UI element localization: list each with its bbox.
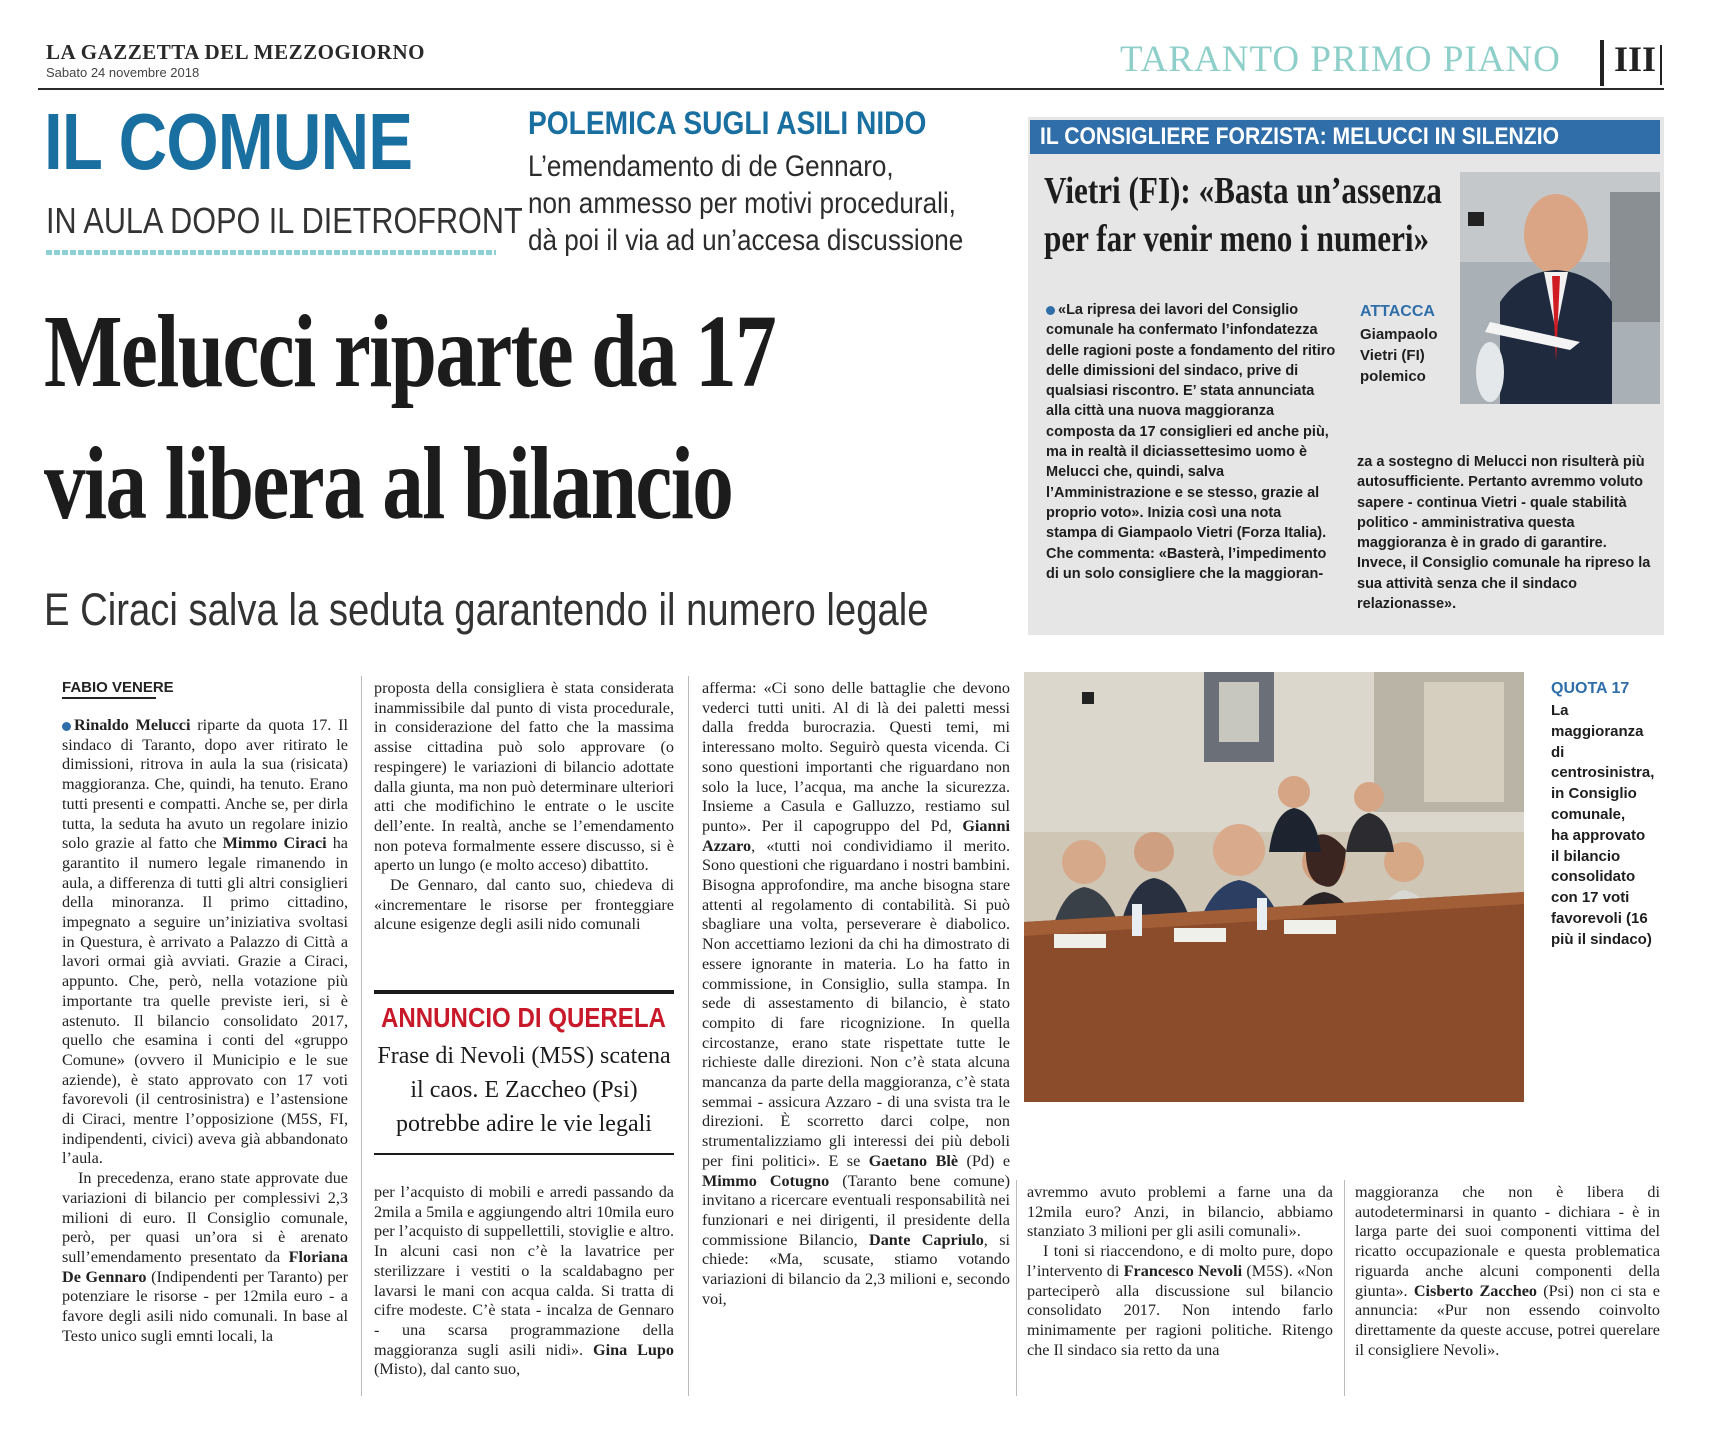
paragraph-text: , «tutti noi condividiamo il merito. Sono questioni che riguardano i nostri bambini. Bisogna approfondire, ma anche bisogna stare attenti al regolamento di contabilità. Si può sbagliare una volta, perseverare è diabolico. Non accettiamo lezioni da chi ha dimostrato di essere ignorante in materia. Lo ha fatto in commissione, in Consiglio, sulla stampa. In sede di assestamento di bilancio, è stato compito di fare ricognizione. In quella circostanze, erano state rispettate tutte le richieste dalle direzioni. Non c’è stata alcuna mancanza da parte della maggioranza, c’è stata semmai - assicura Azzaro - di una svista tra le direzioni. È scorretto darci colpe, non strumentalizziamo gli interessi dei più deboli per fini politici». E se: [702, 836, 1010, 1170]
paragraph-text: (Taranto bene comune) invitano a ricercare eventuali responsabilità nei funzionari e nei dirigenti, il presidente della commissione Bilancio,: [702, 1171, 1010, 1249]
attacca-line: Giampaolo: [1360, 326, 1438, 343]
caption-line: il bilancio: [1551, 847, 1621, 865]
column-rule: [1344, 1180, 1345, 1396]
name-highlight: Mimmo Ciraci: [222, 834, 327, 853]
sidebar-title-line-2: per far venir meno i numeri»: [1044, 218, 1430, 260]
caption-line: favorevoli (16: [1551, 909, 1648, 927]
paragraph-text: , si chiede: «Ma, scusate, stiamo votando variazioni di bilancio da 2,3 milioni e, secondo voi,: [702, 1230, 1010, 1308]
masthead-date: Sabato 24 novembre 2018: [46, 65, 200, 80]
paragraph-text: (M5S). «Non parteciperò alla discussione sul bilancio consolidato 2017. Non intendo farlo minimamente per ragioni politiche. Ritengo che Il sindaco sia retto da una: [1027, 1261, 1333, 1359]
column-rule: [688, 676, 689, 1396]
sidebar-label-text: IL CONSIGLIERE FORZISTA: MELUCCI IN SILENZIO: [1040, 123, 1560, 150]
byline: FABIO VENERE: [62, 679, 174, 696]
photo-caption: [1551, 701, 1671, 951]
name-highlight: Mimmo Cotugno: [702, 1171, 830, 1190]
article-column-3: [702, 679, 1010, 1310]
name-highlight: Cisberto Zaccheo: [1413, 1281, 1537, 1300]
attacca-label: ATTACCA: [1360, 303, 1435, 320]
polemica-line: L’emendamento di de Gennaro,: [528, 150, 894, 183]
masthead-name: LA GAZZETTA DEL MEZZOGIORNO: [46, 40, 425, 64]
paragraph-text: ha garantito il numero legale rimanendo in aula, a differenza di tutti gli altri consiglieri della minoranza. Il primo cittadino, impegnato a seguire un’iniziativa svoltasi in Questura, è arrivato a Palazzo di Città a lavori ormai già avviati. Grazie a Ciraci, appunto. Che, però, nella votazione più importante tra quelle previste ieri, si è astenuto. Il bilancio consolidato 2017, quello che esamina i conti del «gruppo Comune» (ovvero il Municipio e le sue aziende), è stato approvato con 17 voti favorevoli (il centrosinistra) e l’astensione di Ciraci, mentre l’opposizione (M5S, FI, indipendenti, civici) aveva già abbandonato l’aula.: [62, 834, 348, 1168]
caption-line: più il sindaco): [1551, 930, 1652, 948]
section-label: TARANTO PRIMO PIANO: [1120, 39, 1561, 80]
polemica-line: non ammesso per motivi procedurali,: [528, 187, 956, 220]
annuncio-line: potrebbe adire le vie legali: [396, 1111, 652, 1137]
name-highlight: Dante Capriulo: [869, 1230, 984, 1249]
article-column-5: [1355, 1183, 1660, 1360]
annuncio-bottom-rule: [374, 1153, 674, 1155]
paragraph-text: proposta della consigliera è stata considerata inammissibile dal punto di vista procedurale, in considerazione del fatto che la massima assise cittadina può solo approvare (o respingere) le variazioni di bilancio adottate dalla giunta, ma non può determinare ulteriori atti che modifichino le entrate o le uscite dell’ente. In realtà, anche se l’emendamento non poteva formalmente essere discusso, si è aperto un lungo (e molto acceso) dibattito.: [374, 679, 674, 875]
council-photo: [1024, 672, 1524, 1102]
headline-line-1: Melucci riparte da 17: [44, 294, 776, 409]
kicker-underline: [46, 250, 496, 255]
paragraph-text: (Pd) e: [958, 1151, 1011, 1170]
paragraph-text: maggioranza che non è libera di autodeterminarsi in quanto - dichiara - è in larga parte dei suoi componenti vittima del ricatto occupazionale e questa problematica riguarda anche alcuni componenti della giunta».: [1355, 1183, 1660, 1300]
article-column-4: [1027, 1183, 1333, 1360]
caption-line: comunale,: [1551, 805, 1626, 823]
annuncio-line: Frase di Nevoli (M5S) scatena: [377, 1043, 671, 1069]
name-highlight: Gianni Azzaro: [702, 816, 1010, 855]
page-number-rule: [1660, 45, 1662, 85]
paragraph-text: (Indipendenti per Taranto) per potenziare le risorse - per 12mila euro - a favore degli asili nido comunali. In base al Testo unico sugli emnti locali, la: [62, 1267, 348, 1345]
kicker-title: IL COMUNE: [44, 97, 413, 186]
caption-line: ha approvato: [1551, 826, 1646, 844]
caption-line: in Consiglio: [1551, 785, 1637, 803]
annuncio-title: ANNUNCIO DI QUERELA: [381, 1002, 666, 1033]
paragraph-text: (Misto), dal canto suo,: [374, 1360, 521, 1379]
masthead-rule: [38, 88, 1664, 90]
caption-line: consolidato: [1551, 868, 1636, 886]
article-column-2b: [374, 1183, 674, 1380]
subheadline: E Ciraci salva la seduta garantendo il numero legale: [44, 584, 929, 635]
caption-line: La: [1551, 702, 1569, 719]
paragraph-text: riparte da quota 17. Il sindaco di Taranto, dopo aver ritirato le dimissioni, ritrova in aula la sua (risicata) maggioranza. Che, quindi, ha tenuto. Erano tutti presenti e compatti. Anche se, per dirla tutta, la seduta ha avuto un regolare inizio solo grazie al fatto che: [62, 716, 348, 853]
sidebar-body-col-2: za a sostegno di Melucci non risulterà più autosufficiente. Pertanto avremmo voluto sapere - continua Vietri - quale stabilità politico - amministrativa questa maggioranza è in grado di garantire. Invece, il Consiglio comunale ha ripreso la sua attività senza che il sindaco relazionasse».: [1357, 454, 1651, 613]
polemica-line: dà poi il via ad un’accesa discussione: [528, 224, 964, 257]
attacca-line: Vietri (FI): [1360, 347, 1425, 364]
name-highlight: Gina Lupo: [593, 1340, 674, 1359]
photo-caption-label: QUOTA 17: [1551, 680, 1630, 697]
sidebar-title-line-1: Vietri (FI): «Basta un’assenza: [1044, 170, 1442, 212]
caption-line: con 17 voti: [1551, 889, 1630, 907]
section-separator: [1600, 40, 1604, 86]
page-number: III: [1614, 39, 1657, 79]
paragraph-text: afferma: «Ci sono delle battaglie che devono vederci tutti uniti. Al di là dei paletti messi dalla fredda burocrazia. Questi temi, mi interessano molto. Seguirò questa vicenda. Ci sono questioni importanti che riguardano non solo la luce, l’acqua, ma anche la sicurezza. Insieme a Casula e Galluzzo, restiamo sul punto». Per il capogruppo del Pd,: [702, 679, 1010, 835]
lead-name: Rinaldo Melucci: [74, 716, 191, 734]
caption-line: centrosinistra,: [1551, 764, 1655, 782]
paragraph-text: avremmo avuto problemi a farne una da 12mila euro? Anzi, in bilancio, abbiamo stanziato 3 milioni per gli asili comunali».: [1027, 1183, 1333, 1241]
attacca-caption: [1360, 324, 1438, 387]
paragraph-text: De Gennaro, dal canto suo, chiedeva di «incrementare le risorse per fronteggiare alcune esigenze degli asili nido comunali: [374, 876, 674, 934]
article-column-2: [374, 679, 674, 935]
paragraph-text: (Psi) non ci sta e annuncia: «Pur non essendo coinvolto direttamente da queste accuse, potrei querelare il consigliere Nevoli».: [1355, 1281, 1660, 1359]
polemica-title: POLEMICA SUGLI ASILI NIDO: [528, 105, 927, 141]
article-column-1: [62, 716, 348, 1347]
name-highlight: Francesco Nevoli: [1123, 1261, 1243, 1280]
headline-line-2: via libera al bilancio: [44, 426, 733, 541]
name-highlight: Floriana De Gennaro: [62, 1247, 348, 1286]
caption-line: maggioranza: [1551, 722, 1644, 740]
attacca-line: polemico: [1360, 368, 1426, 385]
paragraph-text: In precedenza, erano state approvate due variazioni di bilancio per complessivi 2,3 milioni di euro. Il Consiglio comunale, però, per quasi un’ora si è arenato sull’emendamento presentato da: [62, 1169, 348, 1266]
annuncio-top-rule: [374, 990, 674, 994]
bullet-icon: [1046, 306, 1055, 315]
byline-rule: [62, 697, 156, 699]
sidebar-body-col-1: [1046, 300, 1336, 584]
caption-line: di: [1551, 743, 1565, 761]
sidebar-body-text: «La ripresa dei lavori del Consiglio comunale ha confermato l’infondatezza delle ragioni poste a fondamento del ritiro delle dimissioni del sindaco, prive di qualsiasi riscontro. E’ stata annunciata alla città una nuova maggioranza composta da 17 consiglieri ed anche più, ma in realtà il diciassettesimo uomo è Melucci che, quindi, salva l’Amministrazione e se stesso, grazie al proprio voto». Inizia così una nota stampa di Giampaolo Vietri (Forza Italia). Che commenta: «Basterà, l’impedimento di un solo consigliere che la maggioran-: [1046, 302, 1336, 582]
column-rule: [1016, 1180, 1017, 1396]
kicker-subtitle: IN AULA DOPO IL DIETROFRONT: [46, 200, 523, 241]
paragraph-text: I toni si riaccendono, e di molto pure, dopo l’intervento di: [1027, 1242, 1333, 1280]
sidebar-label: [1030, 120, 1660, 154]
paragraph-text: per l’acquisto di mobili e arredi passando da 2mila a 5mila e aggiungendo altri 10mila euro per l’acquisto di suppellettili, stoviglie e altro. In alcuni casi non c’è la lavatrice per sterilizzare i vestiti o la scaldabagno per lavarsi le mani con acqua calda. Si tratta di cifre modeste. C’è stata - incalza de Gennaro - una scarsa programmazione della maggioranza sugli asili nidi».: [374, 1183, 674, 1359]
annuncio-line: il caos. E Zaccheo (Psi): [410, 1077, 638, 1103]
name-highlight: Gaetano Blè: [868, 1151, 959, 1170]
bullet-icon: [62, 722, 71, 731]
column-rule: [361, 676, 362, 1396]
vietri-photo: [1460, 172, 1660, 404]
